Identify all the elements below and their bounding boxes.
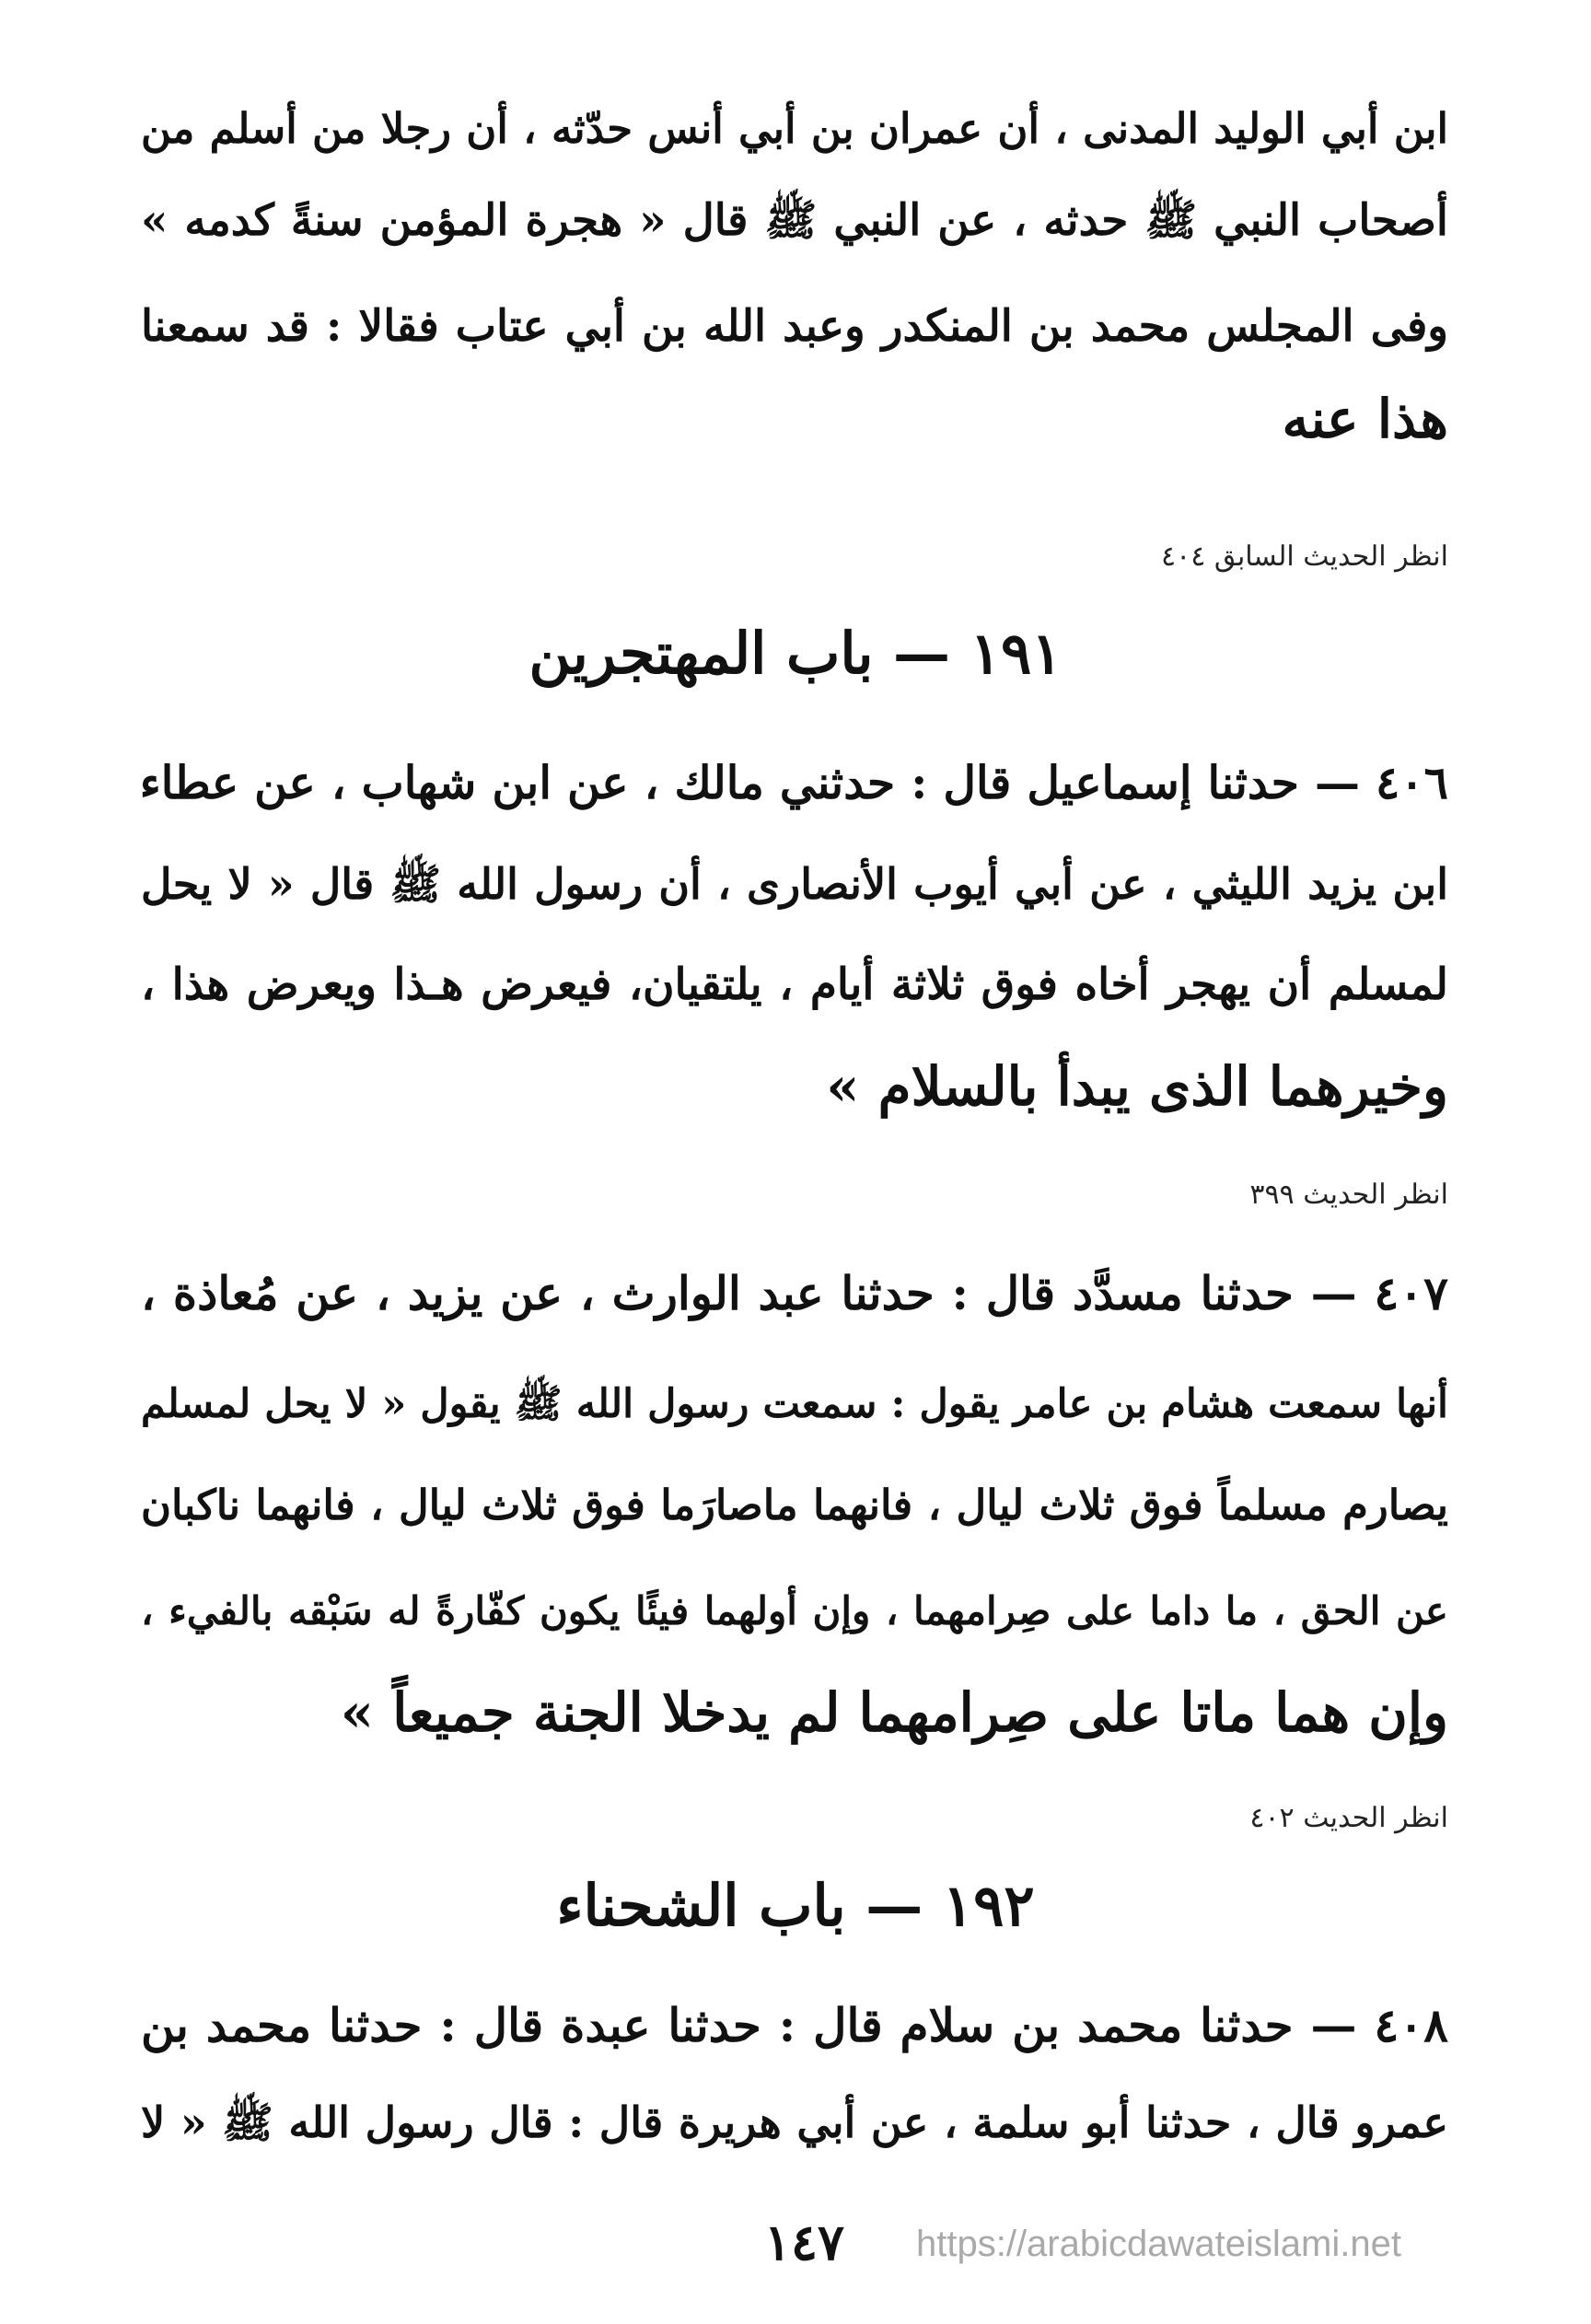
watermark-url: https://arabicdawateislami.net (916, 2224, 1401, 2264)
hadith-line: يصارم مسلماً فوق ثلاث ليال ، فانهما ماصارَما فوق ثلاث ليال ، فانهما ناكبان (141, 1481, 1448, 1529)
hadith-line: وإن هما ماتا على صِرامهما لم يدخلا الجنة جميعاً » (340, 1681, 1448, 1744)
chapter-heading: ١٩٢ — باب الشحناء (556, 1872, 1035, 1939)
text-line: وفى المجلس محمد بن المنكدر وعبد الله بن أبي عتاب فقالا : قد سمعنا (141, 301, 1448, 352)
hadith-line: ابن يزيد الليثي ، عن أبي أيوب الأنصارى ، أن رسول الله ﷺ قال « لا يحل (141, 859, 1448, 909)
hadith-line: أنها سمعت هشام بن عامر يقول : سمعت رسول الله ﷺ يقول « لا يحل لمسلم (141, 1381, 1448, 1427)
hadith-line: وخيرهما الذى يبدأ بالسلام » (826, 1055, 1448, 1118)
hadith-line: عمرو قال ، حدثنا أبو سلمة ، عن أبي هريرة قال : قال رسول الله ﷺ « لا (141, 2097, 1448, 2147)
cross-reference: انظر الحديث ٣٩٩ (1249, 1179, 1448, 1211)
text-line: ابن أبي الوليد المدنى ، أن عمران بن أبي أنس حدّثه ، أن رجلا من أسلم من (141, 104, 1448, 153)
cross-reference: انظر الحديث السابق ٤٠٤ (1161, 540, 1448, 573)
hadith-line: عن الحق ، ما داما على صِرامهما ، وإن أولهما فيئًا يكون كفّارةً له سَبْقه بالفيء ، (141, 1588, 1448, 1633)
text-line: أصحاب النبي ﷺ حدثه ، عن النبي ﷺ قال « هجرة المؤمن سنةً كدمه » (141, 195, 1448, 246)
cross-reference: انظر الحديث ٤٠٢ (1249, 1802, 1448, 1834)
text-line: هذا عنه (1282, 388, 1448, 450)
hadith-line: ٤٠٨ — حدثنا محمد بن سلام قال : حدثنا عبدة قال : حدثنا محمد بن (141, 1998, 1448, 2052)
page-number: ١٤٧ (764, 2213, 845, 2272)
hadith-line: ٤٠٧ — حدثنا مسدَّد قال : حدثنا عبد الوارث ، عن يزيد ، عن مُعاذة ، (141, 1266, 1448, 1320)
hadith-line: لمسلم أن يهجر أخاه فوق ثلاثة أيام ، يلتقيان، فيعرض هـذا ويعرض هذا ، (141, 959, 1448, 1010)
hadith-line: ٤٠٦ — حدثنا إسماعيل قال : حدثني مالك ، عن ابن شهاب ، عن عطاء (139, 756, 1448, 809)
chapter-heading: ١٩١ — باب المهتجرين (528, 620, 1063, 687)
